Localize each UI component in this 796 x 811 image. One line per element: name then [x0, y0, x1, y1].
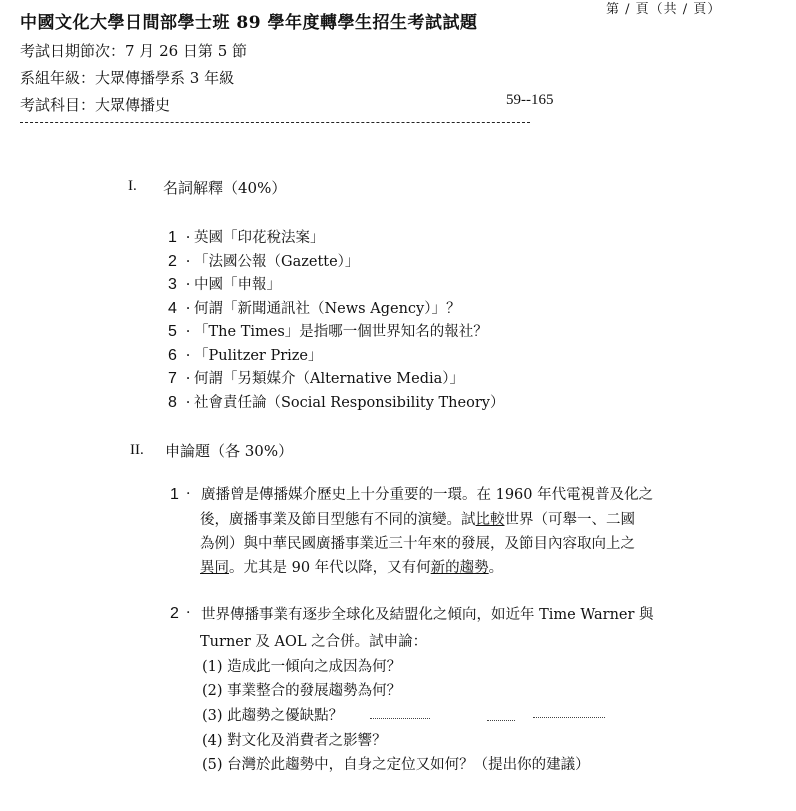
- term-number: 4: [168, 299, 177, 317]
- essay-1-line-4: 異同。尤其是 90 年代以降，又有何新的趨勢。: [200, 560, 504, 576]
- essay-2-subquestion: (4) 對文化及消費者之影響？: [202, 733, 387, 749]
- underlined-compare: 比較: [475, 512, 505, 528]
- section-2-number: II.: [130, 442, 144, 458]
- dashed-divider: [20, 122, 530, 123]
- term-item: 3 · 中國「申報」: [168, 273, 504, 297]
- scan-artifact-mark: [487, 720, 515, 721]
- term-item: 7 · 何謂「另類媒介（Alternative Media）」: [168, 367, 504, 391]
- essay-2-subquestion: (5) 台灣於此趨勢中，自身之定位又如何？（提出你的建議）: [202, 757, 590, 773]
- term-number: 3: [168, 276, 177, 293]
- term-item: 8 · 社會責任論（Social Responsibility Theory）: [168, 391, 504, 415]
- scan-artifact-mark: [533, 717, 605, 718]
- term-text: 社會責任論（Social Responsibility Theory）: [194, 394, 505, 411]
- term-item: 5 · 「The Times」是指哪一個世界知名的報社？: [168, 320, 504, 344]
- essay-1-bullet: ·: [186, 486, 191, 502]
- term-number: 5: [168, 323, 177, 340]
- term-text: 中國「申報」: [194, 277, 281, 293]
- section-1-title: 名詞解釋（40%）: [163, 179, 287, 197]
- essay-2-line-2: Turner 及 AOL 之合併。試申論：: [200, 634, 428, 650]
- term-item: 4 · 何謂「新聞通訊社（News Agency）」？: [168, 297, 504, 321]
- term-item: 1 · 英國「印花稅法案」: [168, 226, 504, 250]
- essay-2-bullet: ·: [186, 605, 191, 621]
- section-2-title: 申論題（各 30%）: [165, 442, 294, 460]
- term-item: 6 · 「Pulitzer Prize」: [168, 344, 504, 368]
- essay-1-line-2: 後，廣播事業及節目型態有不同的演變。試比較世界（可舉一、二國: [200, 512, 635, 528]
- term-text: 英國「印花稅法案」: [194, 230, 325, 246]
- page-marker: 第 / 頁（共 / 頁）: [606, 2, 722, 17]
- term-list: [168, 226, 504, 414]
- essay-1-number: 1: [170, 486, 179, 503]
- term-number: 1: [168, 229, 177, 246]
- scan-artifact-mark: [370, 718, 430, 719]
- essay-2-number: 2: [170, 605, 179, 622]
- term-number: 8: [168, 393, 177, 411]
- underlined-new-trends: 新的趨勢: [430, 560, 489, 576]
- essay-1-line-3: 為例）與中華民國廣播事業近三十年來的發展，及節目內容取向上之: [200, 536, 635, 552]
- term-text: 何謂「新聞通訊社（News Agency）」？: [194, 300, 461, 317]
- department: 系組年級：大眾傳播學系 3 年級: [20, 69, 235, 87]
- section-1-number: I.: [128, 178, 137, 194]
- term-text: 「法國公報（Gazette）」: [194, 253, 360, 270]
- term-number: 2: [168, 252, 177, 270]
- term-item: 2 · 「法國公報（Gazette）」: [168, 250, 504, 274]
- term-text: 何謂「另類媒介（Alternative Media）」: [194, 371, 465, 387]
- essay-1-line-1: 廣播曾是傳播媒介歷史上十分重要的一環。在 1960 年代電視普及化之: [201, 487, 654, 503]
- essay-2-subquestion: (3) 此趨勢之優缺點？: [202, 708, 344, 724]
- term-text: 「The Times」是指哪一個世界知名的報社？: [194, 324, 488, 340]
- essay-2-line-1: 世界傳播事業有逐步全球化及結盟化之傾向，如近年 Time Warner 與: [201, 607, 654, 623]
- underlined-similarities: 異同: [200, 560, 229, 576]
- exam-date: 考試日期節次：7 月 26 日第 5 節: [20, 42, 248, 60]
- term-text: 「Pulitzer Prize」: [194, 347, 323, 364]
- term-number: 6: [168, 346, 177, 364]
- exam-subject: 考試科目：大眾傳播史: [20, 96, 171, 114]
- essay-2-subquestion: (2) 事業整合的發展趨勢為何？: [202, 683, 402, 699]
- term-number: 7: [168, 370, 177, 387]
- exam-title: 中國文化大學日間部學士班 89 學年度轉學生招生考試試題: [20, 13, 478, 33]
- essay-2-subquestion: (1) 造成此一傾向之成因為何？: [202, 659, 402, 675]
- exam-code: 59--165: [506, 92, 554, 108]
